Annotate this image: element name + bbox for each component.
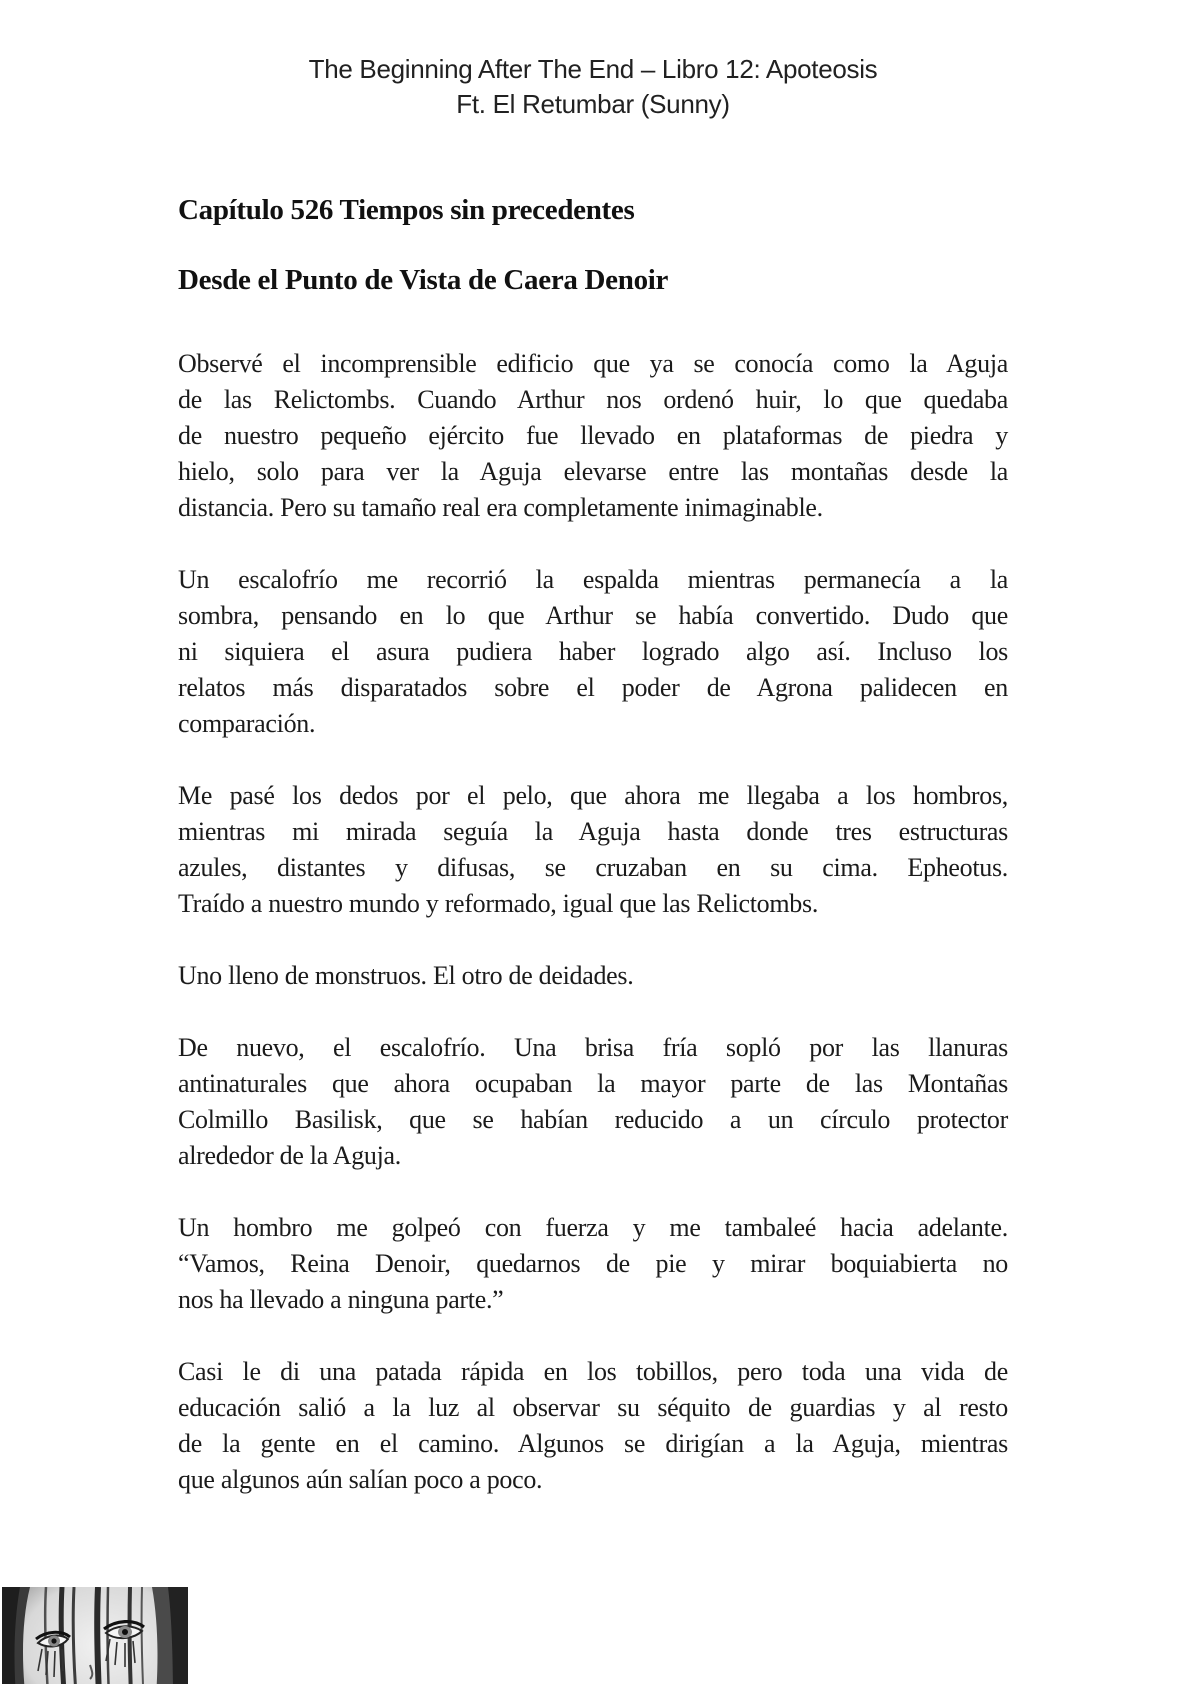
paragraph-line: Uno lleno de monstruos. El otro de deidades.: [178, 961, 634, 990]
paragraph-line: mientras mi mirada seguía la Aguja hasta donde tres estructuras: [178, 817, 1008, 846]
paragraph-line: antinaturales que ahora ocupaban la mayor parte de las Montañas: [178, 1069, 1008, 1098]
paragraph: [178, 958, 1008, 994]
paragraph: [178, 1030, 1008, 1174]
paragraph-line: Colmillo Basilisk, que se habían reducido a un círculo protector: [178, 1105, 1008, 1134]
paragraph-line: nos ha llevado a ninguna parte.”: [178, 1285, 504, 1314]
paragraph-line: de nuestro pequeño ejército fue llevado en plataformas de piedra y: [178, 421, 1008, 450]
paragraphs: [178, 346, 1008, 1498]
paragraph-line: sombra, pensando en lo que Arthur se había convertido. Dudo que: [178, 601, 1008, 630]
document-header: [178, 52, 1008, 122]
paragraph-line: Observé el incomprensible edificio que ya se conocía como la Aguja: [178, 349, 1008, 378]
paragraph-line: Me pasé los dedos por el pelo, que ahora me llegaba a los hombros,: [178, 781, 1008, 810]
paragraph-line: relatos más disparatados sobre el poder de Agrona palidecen en: [178, 673, 1008, 702]
paragraph-line: distancia. Pero su tamaño real era completamente inimaginable.: [178, 493, 823, 522]
paragraph: [178, 1354, 1008, 1498]
paragraph-line: Casi le di una patada rápida en los tobillos, pero toda una vida de: [178, 1357, 1008, 1386]
paragraph: [178, 562, 1008, 742]
document-subtitle: Ft. El Retumbar (Sunny): [456, 89, 730, 119]
paragraph-line: de las Relictombs. Cuando Arthur nos ordenó huir, lo que quedaba: [178, 385, 1008, 414]
paragraph-line: de la gente en el camino. Algunos se dirigían a la Aguja, mientras: [178, 1429, 1008, 1458]
paragraph: [178, 1210, 1008, 1318]
paragraph: [178, 778, 1008, 922]
paragraph-line: alrededor de la Aguja.: [178, 1141, 401, 1170]
pov-title: Desde el Punto de Vista de Caera Denoir: [178, 264, 669, 296]
paragraph-line: De nuevo, el escalofrío. Una brisa fría sopló por las llanuras: [178, 1033, 1008, 1062]
manga-face-image: [2, 1587, 188, 1684]
document-title: The Beginning After The End – Libro 12: Apoteosis: [308, 54, 878, 84]
paragraph-line: Un escalofrío me recorrió la espalda mientras permanecía a la: [178, 565, 1008, 594]
paragraph: [178, 346, 1008, 526]
paragraph-line: comparación.: [178, 709, 316, 738]
paragraph-line: educación salió a la luz al observar su séquito de guardias y al resto: [178, 1393, 1008, 1422]
paragraph-line: azules, distantes y difusas, se cruzaban en su cima. Epheotus.: [178, 853, 1008, 882]
document-page: [178, 0, 1008, 1534]
paragraph-line: Traído a nuestro mundo y reformado, igual que las Relictombs.: [178, 889, 819, 918]
paragraph-line: hielo, solo para ver la Aguja elevarse entre las montañas desde la: [178, 457, 1008, 486]
paragraph-line: ni siquiera el asura pudiera haber logrado algo así. Incluso los: [178, 637, 1008, 666]
chapter-title: Capítulo 526 Tiempos sin precedentes: [178, 194, 635, 226]
paragraph-line: Un hombro me golpeó con fuerza y me tambaleé hacia adelante.: [178, 1213, 1008, 1242]
paragraph-line: que algunos aún salían poco a poco.: [178, 1465, 543, 1494]
paragraph-line: “Vamos, Reina Denoir, quedarnos de pie y mirar boquiabierta no: [178, 1249, 1008, 1278]
